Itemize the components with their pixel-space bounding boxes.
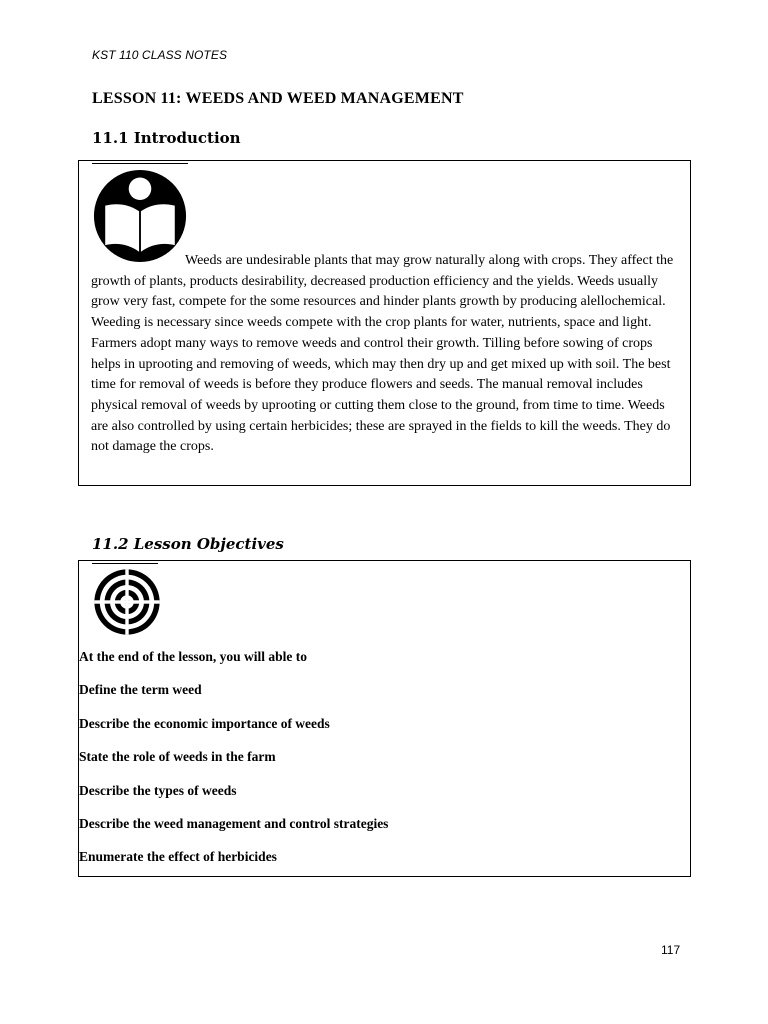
objective-item: Describe the economic importance of weeds — [79, 715, 330, 731]
introduction-box — [78, 160, 691, 486]
reading-person-icon — [93, 169, 187, 263]
objective-item: Define the term weed — [79, 682, 202, 698]
objectives-list — [79, 649, 388, 883]
objective-item: State the role of weeds in the farm — [79, 749, 276, 765]
objective-item: Describe the types of weeds — [79, 782, 237, 798]
objective-item: Enumerate the effect of herbicides — [79, 849, 277, 865]
objectives-heading: 11.2 Lesson Objectives — [92, 535, 284, 553]
course-note-header: KST 110 CLASS NOTES — [92, 48, 228, 62]
lesson-title: LESSON 11: WEEDS AND WEED MANAGEMENT — [92, 90, 464, 107]
objectives-box — [78, 560, 691, 877]
objective-item: Describe the weed management and control strategies — [79, 815, 389, 831]
target-icon — [93, 568, 161, 636]
introduction-paragraph — [91, 251, 683, 458]
page-number: 117 — [661, 943, 681, 957]
introduction-heading: 11.1 Introduction — [92, 129, 241, 147]
objective-intro: At the end of the lesson, you will able to — [79, 649, 308, 664]
introduction-paragraph-text: Weeds are undesirable plants that may grow naturally along with crops. They affect the growth of plants, products desirability, decreased production efficiency and the yields. Weeds usually grow very fast, compete for the some resources and hinder plants growth by producing alellochemical. Weeding is necessary since weeds compete with the crop plants for water, nutrients, space and light. Farmers adopt many ways to remove weeds and control their growth. Tilling before sowing of crops helps in uprooting and removing of weeds, which may then dry up and get mixed up with soil. The best time for removal of weeds is before they produce flowers and seeds. The manual removal includes physical removal of weeds by uprooting or cutting them close to the ground, from time to time. Weeds are also controlled by using certain herbicides; these are sprayed in the fields to kill the weeds. They do not damage the crops. — [91, 253, 674, 455]
